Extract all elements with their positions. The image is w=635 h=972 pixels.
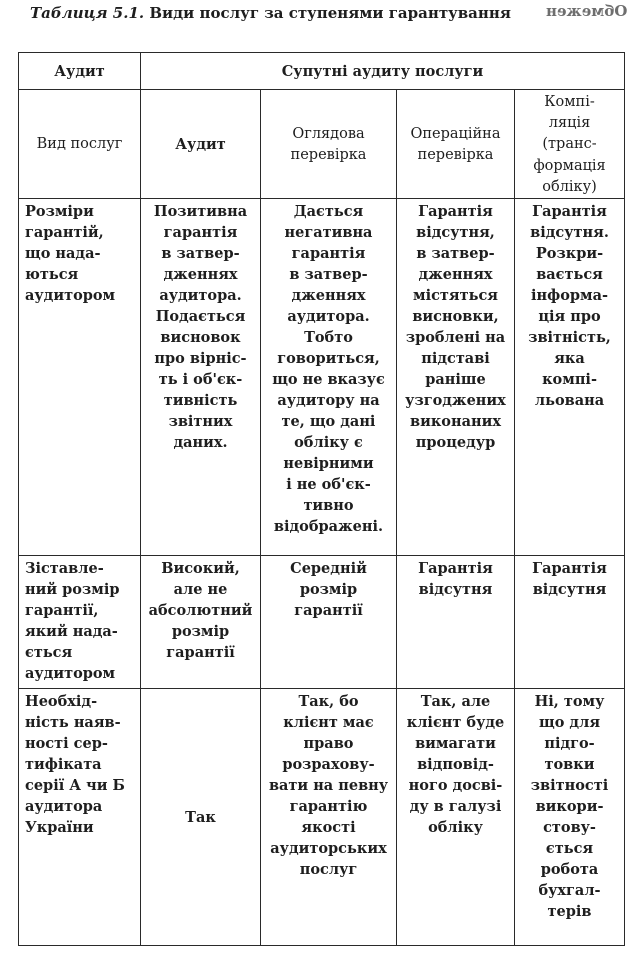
subheader-audit: Аудит (141, 90, 261, 199)
cell-operational: Гарантія відсутня, в затвер- дженнях містяться висновки, зроблені на підставі раніше узгоджених виконаних процедур (397, 199, 515, 556)
bleed-through-text: Обмежен (545, 2, 627, 20)
cell-compilation: Гарантія відсутня (515, 556, 625, 689)
cell-review: Дається негативна гарантія в затвер- дженнях аудитора. Тобто говориться, що не вказує аудитору на те, що дані обліку є невірними і не об'єк- тивно відображені. (261, 199, 397, 556)
table-row (19, 556, 625, 689)
caption-lead: Таблиця 5.1. (30, 4, 145, 22)
table-row (19, 689, 625, 946)
cell-compilation: Ні, тому що для підго- товки звітності викори- стову- ється робота бухгал- терів (515, 689, 625, 946)
cell-audit: Так (141, 689, 261, 946)
cell-operational: Гарантія відсутня (397, 556, 515, 689)
cell-audit: Позитивна гарантія в затвер- дженнях аудитора. Подається висновок про вірніс- ть і об'єк- тивність звітних даних. (141, 199, 261, 556)
table-caption (30, 4, 511, 22)
cell-audit: Високий, але не абсолютний розмір гарантії (141, 556, 261, 689)
table-row (19, 199, 625, 556)
cell-review: Так, бо клієнт має право розрахову- вати на певну гарантію якості аудиторських послуг (261, 689, 397, 946)
subheader-operational-check: Операційна перевірка (397, 90, 515, 199)
row-label-certificate-required: Необхід- ність наяв- ності сер- тифіката серії А чи Б аудитора України (19, 689, 141, 946)
header-row (19, 53, 625, 90)
subheader-row (19, 90, 625, 199)
subheader-review: Оглядова перевірка (261, 90, 397, 199)
subheader-service-type: Вид послуг (19, 90, 141, 199)
header-audit: Аудит (19, 53, 141, 90)
header-related-services: Супутні аудиту послуги (141, 53, 625, 90)
cell-review: Середній розмір гарантії (261, 556, 397, 689)
services-table (18, 52, 625, 946)
row-label-assurance-size: Розміри гарантій, що нада- ються аудитором (19, 199, 141, 556)
caption-title: Види послуг за ступенями гарантування (149, 4, 511, 22)
cell-compilation: Гарантія відсутня. Розкри- вається інформа- ція про звітність, яка компі- льована (515, 199, 625, 556)
row-label-comparative-assurance: Зіставле- ний розмір гарантії, який нада- ється аудитором (19, 556, 141, 689)
subheader-compilation: Компі- ляція (транс- формація обліку) (515, 90, 625, 199)
cell-operational: Так, але клієнт буде вимагати відповід- ного досві- ду в галузі обліку (397, 689, 515, 946)
